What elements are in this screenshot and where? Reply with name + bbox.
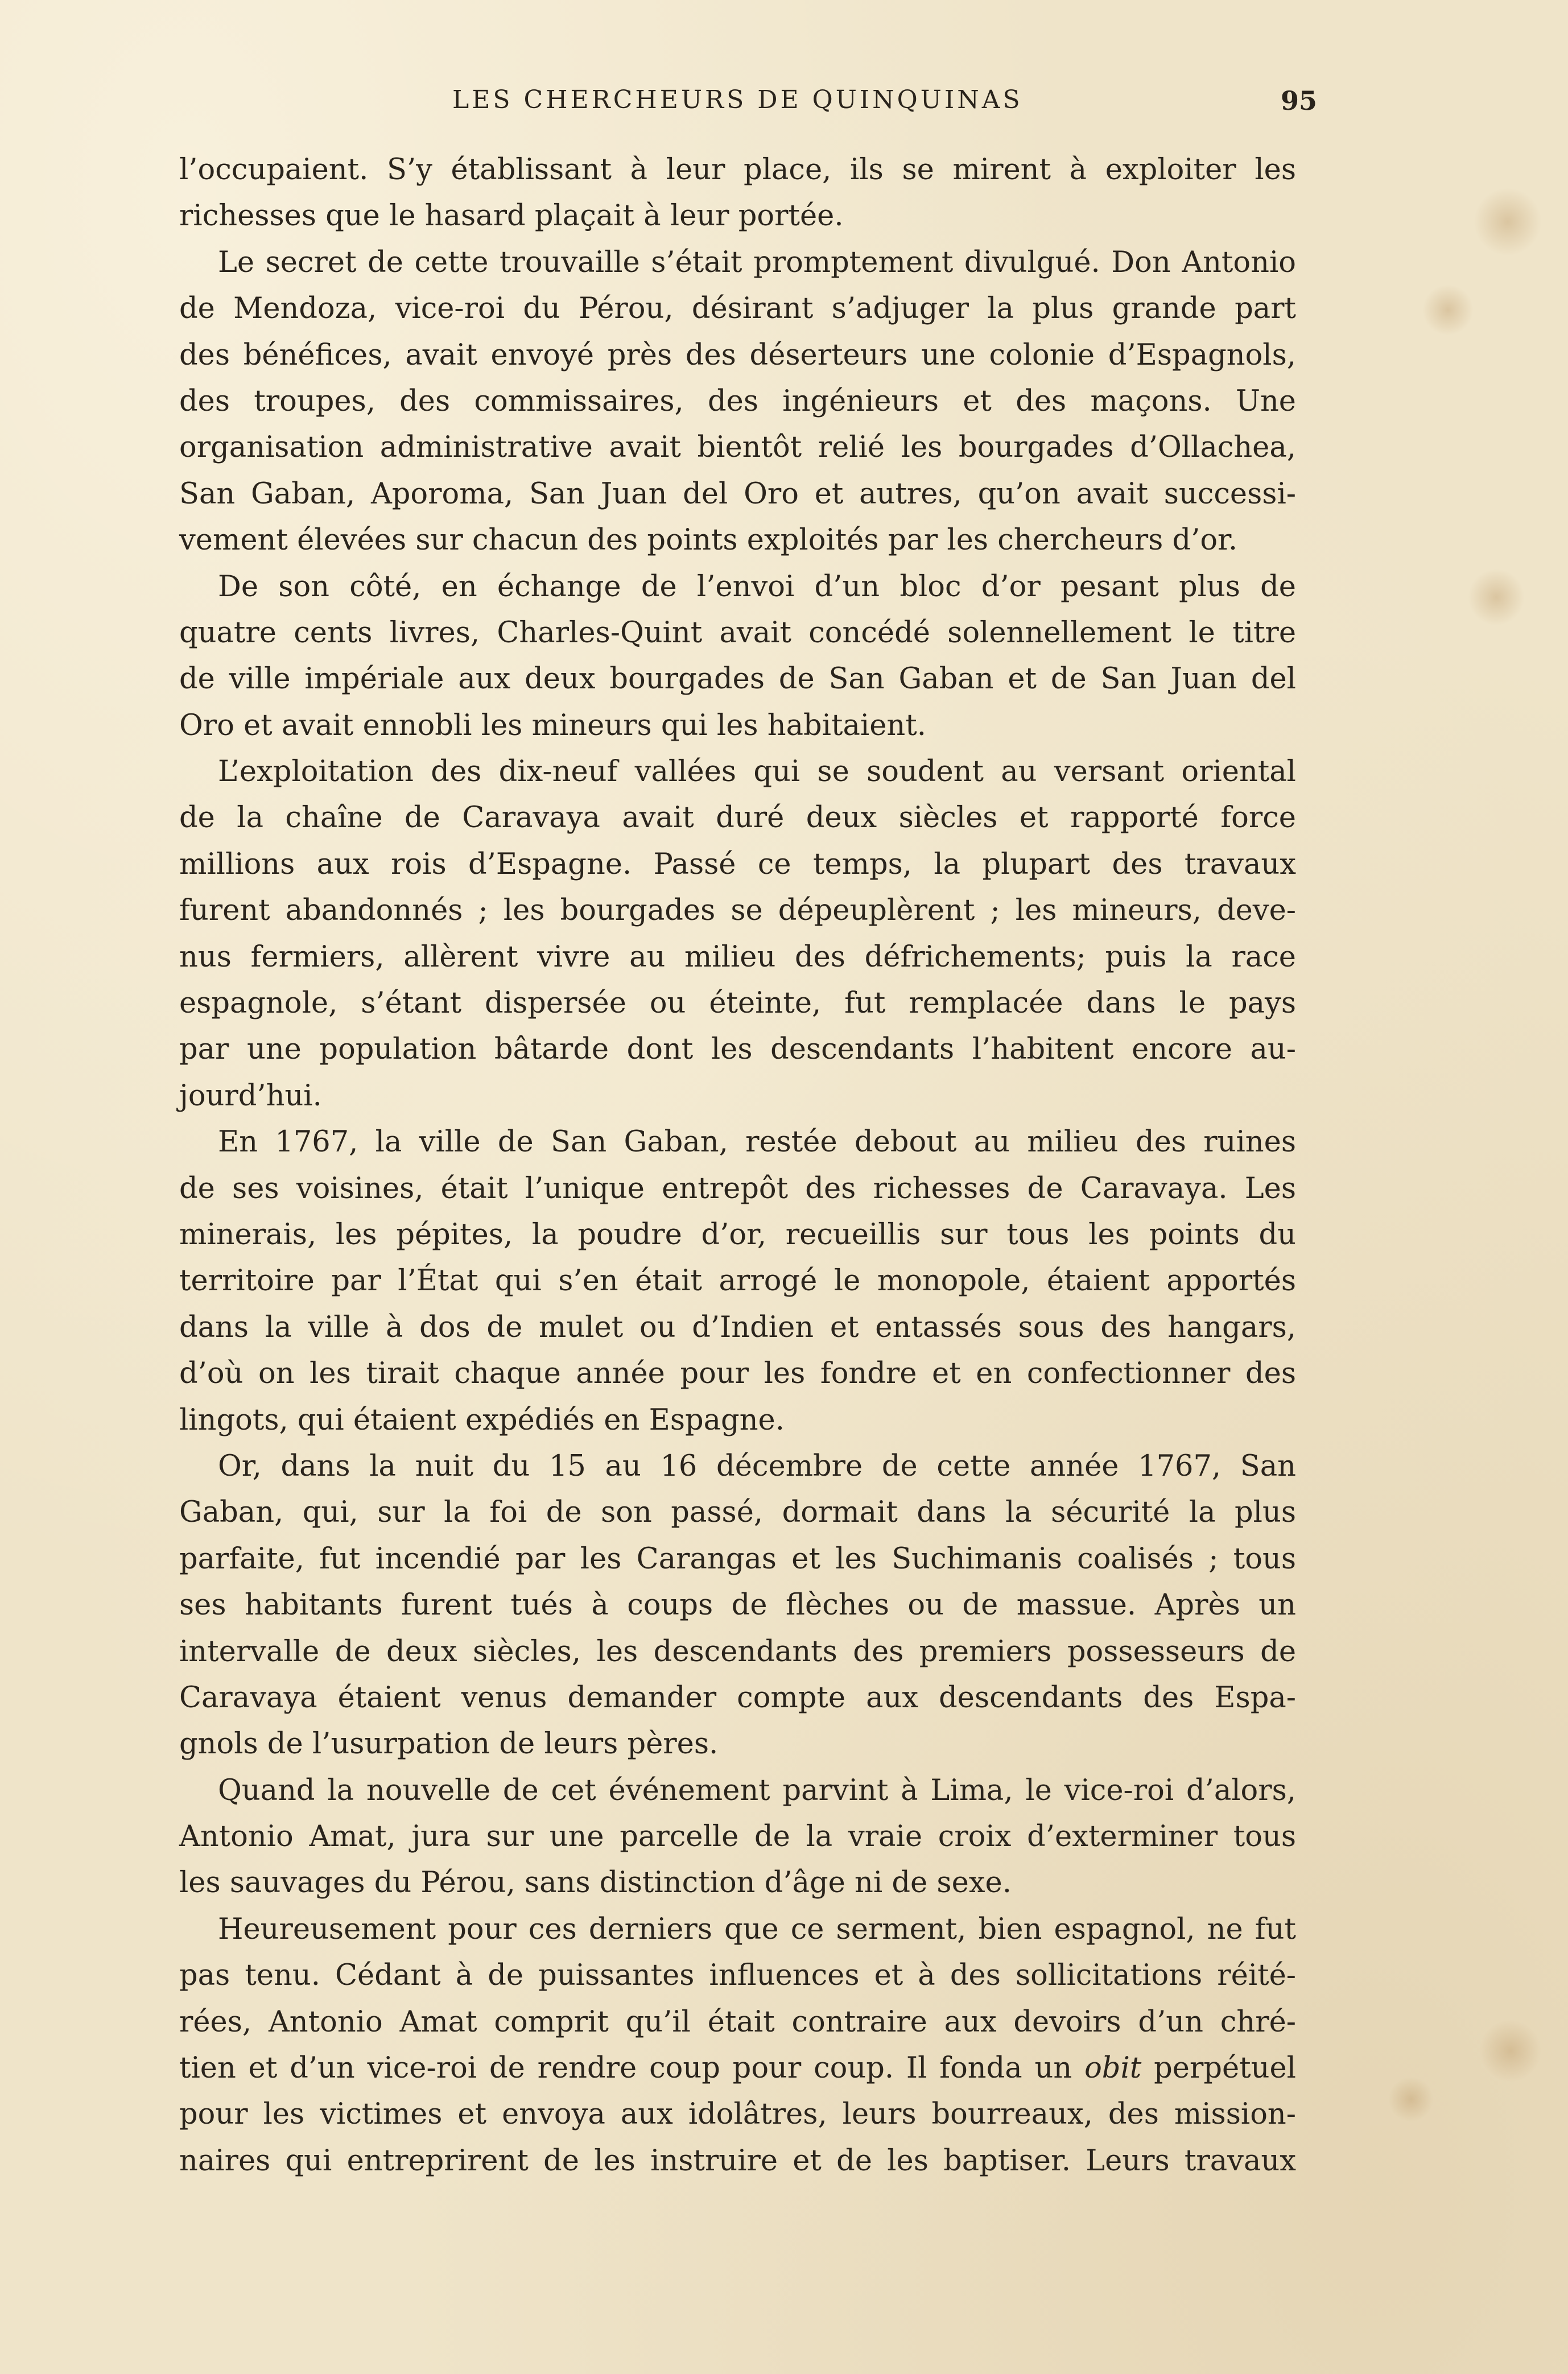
text-line: de ses voisines, était l’unique entrepôt des richesses de Caravaya. Les <box>179 1171 1296 1205</box>
foxing-spot <box>1422 284 1474 336</box>
text-line: furent abandonnés ; les bourgades se dépeuplèrent ; les mineurs, deve- <box>179 894 1296 928</box>
text-line: rées, Antonio Amat comprit qu’il était contraire aux devoirs d’un chré- <box>179 2005 1296 2039</box>
text-line: Quand la nouvelle de cet événement parvint à Lima, le vice-roi d’alors, <box>218 1773 1296 1807</box>
text-line: des bénéfices, avait envoyé près des déserteurs une colonie d’Espagnols, <box>179 338 1296 372</box>
text-line: les sauvages du Pérou, sans distinction d’âge ni de sexe. <box>179 1866 1012 1900</box>
text-line: L’exploitation des dix-neuf vallées qui se soudent au versant oriental <box>218 755 1296 789</box>
text-line: de la chaîne de Caravaya avait duré deux siècles et rapporté force <box>179 801 1296 835</box>
text-line: Or, dans la nuit du 15 au 16 décembre de cette année 1767, San <box>218 1449 1296 1483</box>
text-line: par une population bâtarde dont les descendants l’habitent encore au- <box>179 1033 1296 1067</box>
text-line: pas tenu. Cédant à de puissantes influences et à des sollicitations réité- <box>179 1959 1296 1993</box>
text-line: gnols de l’usurpation de leurs pères. <box>179 1727 719 1761</box>
text-line: de ville impériale aux deux bourgades de San Gaban et de San Juan del <box>179 662 1296 696</box>
text-line: vement élevées sur chacun des points exploités par les chercheurs d’or. <box>179 523 1238 558</box>
text-line: lingots, qui étaient expédiés en Espagne. <box>179 1403 785 1437</box>
foxing-spot <box>1474 188 1542 256</box>
text-line: richesses que le hasard plaçait à leur portée. <box>179 199 844 233</box>
text-line: De son côté, en échange de l’envoi d’un bloc d’or pesant plus de <box>218 569 1296 604</box>
text-line: territoire par l’État qui s’en était arrogé le monopole, étaient apportés <box>179 1264 1296 1298</box>
text-line: quatre cents livres, Charles-Quint avait concédé solennellement le titre <box>179 616 1296 650</box>
text-line: Le secret de cette trouvaille s’était promptement divulgué. Don Antonio <box>218 245 1296 279</box>
text-line: Gaban, qui, sur la foi de son passé, dormait dans la sécurité la plus <box>179 1496 1296 1530</box>
italic-word: obit <box>1084 2051 1142 2086</box>
text-line: minerais, les pépites, la poudre d’or, recueillis sur tous les points du <box>179 1217 1296 1252</box>
text-line: l’occupaient. S’y établissant à leur place, ils se mirent à exploiter les <box>179 153 1296 187</box>
running-title: LES CHERCHEURS DE QUINQUINAS <box>452 85 1023 114</box>
text-line: Heureusement pour ces derniers que ce serment, bien espagnol, ne fut <box>218 1912 1296 1946</box>
text-line: ses habitants furent tués à coups de flèches ou de massue. Après un <box>179 1588 1296 1622</box>
text-line: jourd’hui. <box>179 1079 322 1113</box>
text-line: Antonio Amat, jura sur une parcelle de la vraie croix d’exterminer tous <box>179 1820 1296 1854</box>
text-line: d’où on les tirait chaque année pour les fondre et en confectionner des <box>179 1357 1296 1391</box>
page-number: 95 <box>1280 85 1317 116</box>
foxing-spot <box>1388 2076 1434 2122</box>
body-text <box>179 147 1296 2184</box>
text-line: espagnole, s’étant dispersée ou éteinte, fut remplacée dans le pays <box>179 986 1296 1021</box>
text-line: Caravaya étaient venus demander compte aux descendants des Espa- <box>179 1681 1296 1715</box>
page-header <box>179 85 1317 125</box>
text-line: naires qui entreprirent de les instruire et de les baptiser. Leurs travaux <box>179 2144 1296 2178</box>
text-line: parfaite, fut incendié par les Carangas et les Suchimanis coalisés ; tous <box>179 1542 1296 1576</box>
foxing-spot <box>1479 2020 1542 2082</box>
text-line: nus fermiers, allèrent vivre au milieu des défrichements; puis la race <box>179 940 1296 974</box>
text-line: millions aux rois d’Espagne. Passé ce temps, la plupart des travaux <box>179 847 1296 881</box>
foxing-spot <box>1468 569 1525 626</box>
text-line: Oro et avait ennobli les mineurs qui les habitaient. <box>179 708 926 742</box>
text-line: des troupes, des commissaires, des ingénieurs et des maçons. Une <box>179 384 1296 418</box>
text-line: intervalle de deux siècles, les descendants des premiers possesseurs de <box>179 1634 1296 1669</box>
text-line: San Gaban, Aporoma, San Juan del Oro et autres, qu’on avait successi- <box>179 477 1296 511</box>
text-line: organisation administrative avait bientôt relié les bourgades d’Ollachea, <box>179 431 1296 465</box>
text-line: de Mendoza, vice-roi du Pérou, désirant s’adjuger la plus grande part <box>179 292 1296 326</box>
text-line: tien et d’un vice-roi de rendre coup pour coup. Il fonda un obit perpétuel <box>179 2051 1296 2086</box>
text-line: dans la ville à dos de mulet ou d’Indien et entassés sous des hangars, <box>179 1310 1296 1344</box>
text-line: pour les victimes et envoya aux idolâtres, leurs bourreaux, des mission- <box>179 2098 1296 2132</box>
text-line: En 1767, la ville de San Gaban, restée debout au milieu des ruines <box>218 1125 1296 1159</box>
